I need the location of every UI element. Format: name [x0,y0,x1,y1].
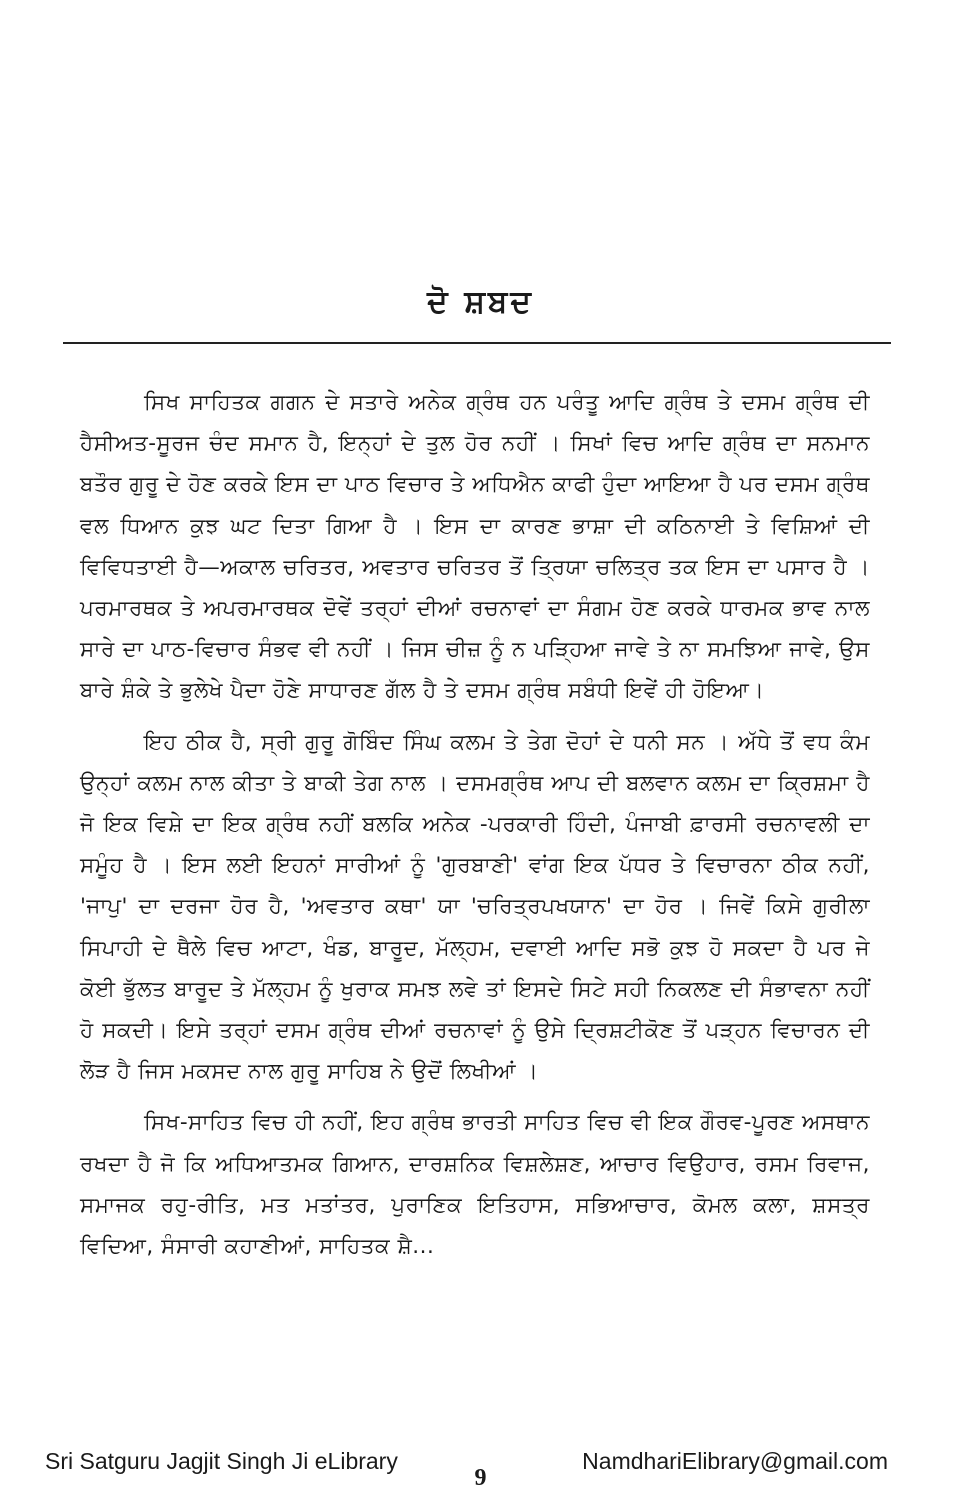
page-title: ਦੋ ਸ਼ਬਦ [427,284,534,320]
page-number: 9 [474,1465,487,1491]
document-body [80,382,870,1267]
paragraph-1: ਸਿਖ ਸਾਹਿਤਕ ਗਗਨ ਦੇ ਸਤਾਰੇ ਅਨੇਕ ਗ੍ਰੰਥ ਹਨ ਪਰੰਤੂ ਆਦਿ ਗ੍ਰੰਥ ਤੇ ਦਸਮ ਗ੍ਰੰਥ ਦੀ ਹੈਸੀਅਤ-ਸੂਰਜ ਚੰਦ ਸਮਾਨ ਹੈ, ਇਨ੍ਹਾਂ ਦੇ ਤੁਲ ਹੋਰ ਨਹੀਂ । ਸਿਖਾਂ ਵਿਚ ਆਦਿ ਗ੍ਰੰਥ ਦਾ ਸਨਮਾਨ ਬਤੌਰ ਗੁਰੂ ਦੇ ਹੋਣ ਕਰਕੇ ਇਸ ਦਾ ਪਾਠ ਵਿਚਾਰ ਤੇ ਅਧਿਐਨ ਕਾਫੀ ਹੁੰਦਾ ਆਇਆ ਹੈ ਪਰ ਦਸਮ ਗ੍ਰੰਥ ਵਲ ਧਿਆਨ ਕੁਝ ਘਟ ਦਿਤਾ ਗਿਆ ਹੈ । ਇਸ ਦਾ ਕਾਰਣ ਭਾਸ਼ਾ ਦੀ ਕਠਿਨਾਈ ਤੇ ਵਿਸ਼ਿਆਂ ਦੀ ਵਿਵਿਧਤਾਈ ਹੈ—ਅਕਾਲ ਚਰਿਤਰ, ਅਵਤਾਰ ਚਰਿਤਰ ਤੋਂ ਤ੍ਰਿਯਾ ਚਲਿਤ੍ਰ ਤਕ ਇਸ ਦਾ ਪਸਾਰ ਹੈ । ਪਰਮਾਰਥਕ ਤੇ ਅਪਰਮਾਰਥਕ ਦੋਵੇਂ ਤਰ੍ਹਾਂ ਦੀਆਂ ਰਚਨਾਵਾਂ ਦਾ ਸੰਗਮ ਹੋਣ ਕਰਕੇ ਧਾਰਮਕ ਭਾਵ ਨਾਲ ਸਾਰੇ ਦਾ ਪਾਠ-ਵਿਚਾਰ ਸੰਭਵ ਵੀ ਨਹੀਂ । ਜਿਸ ਚੀਜ਼ ਨੂੰ ਨ ਪੜ੍ਹਿਆ ਜਾਵੇ ਤੇ ਨਾ ਸਮਝਿਆ ਜਾਵੇ, ਉਸ ਬਾਰੇ ਸ਼ੰਕੇ ਤੇ ਭੁਲੇਖੇ ਪੈਦਾ ਹੋਣੇ ਸਾਧਾਰਣ ਗੱਲ ਹੈ ਤੇ ਦਸਮ ਗ੍ਰੰਥ ਸਬੰਧੀ ਇਵੇਂ ਹੀ ਹੋਇਆ। [80,390,870,704]
footer-email: NamdhariElibrary@gmail.com [582,1448,888,1474]
footer-library-name: Sri Satguru Jagjit Singh Ji eLibrary [45,1448,398,1474]
paragraph-2: ਇਹ ਠੀਕ ਹੈ, ਸ੍ਰੀ ਗੁਰੂ ਗੋਬਿੰਦ ਸਿੰਘ ਕਲਮ ਤੇ ਤੇਗ ਦੋਹਾਂ ਦੇ ਧਨੀ ਸਨ । ਅੱਧੇ ਤੋਂ ਵਧ ਕੰਮ ਉਨ੍ਹਾਂ ਕਲਮ ਨਾਲ ਕੀਤਾ ਤੇ ਬਾਕੀ ਤੇਗ ਨਾਲ । ਦਸਮਗ੍ਰੰਥ ਆਪ ਦੀ ਬਲਵਾਨ ਕਲਮ ਦਾ ਕ੍ਰਿਸ਼ਮਾ ਹੈ ਜੋ ਇਕ ਵਿਸ਼ੇ ਦਾ ਇਕ ਗ੍ਰੰਥ ਨਹੀਂ ਬਲਕਿ ਅਨੇਕ -ਪਰਕਾਰੀ ਹਿੰਦੀ, ਪੰਜਾਬੀ ਫ਼ਾਰਸੀ ਰਚਨਾਵਲੀ ਦਾ ਸਮੂੰਹ ਹੈ । ਇਸ ਲਈ ਇਹਨਾਂ ਸਾਰੀਆਂ ਨੂੰ 'ਗੁਰਬਾਣੀ' ਵਾਂਗ ਇਕ ਪੱਧਰ ਤੇ ਵਿਚਾਰਨਾ ਠੀਕ ਨਹੀਂ, 'ਜਾਪੁ' ਦਾ ਦਰਜਾ ਹੋਰ ਹੈ, 'ਅਵਤਾਰ ਕਥਾ' ਯਾ 'ਚਰਿਤ੍ਰਪਖਯਾਨ' ਦਾ ਹੋਰ । ਜਿਵੇਂ ਕਿਸੇ ਗੁਰੀਲਾ ਸਿਪਾਹੀ ਦੇ ਥੈਲੇ ਵਿਚ ਆਟਾ, ਖੰਡ, ਬਾਰੂਦ, ਮੱਲ੍ਹਮ, ਦਵਾਈ ਆਦਿ ਸਭੋ ਕੁਝ ਹੋ ਸਕਦਾ ਹੈ ਪਰ ਜੇ ਕੋਈ ਭੁੱਲਤ ਬਾਰੂਦ ਤੇ ਮੱਲ੍ਹਮ ਨੂੰ ਖੁਰਾਕ ਸਮਝ ਲਵੇ ਤਾਂ ਇਸਦੇ ਸਿਟੇ ਸਹੀ ਨਿਕਲਣ ਦੀ ਸੰਭਾਵਨਾ ਨਹੀਂ ਹੋ ਸਕਦੀ। ਇਸੇ ਤਰ੍ਹਾਂ ਦਸਮ ਗ੍ਰੰਥ ਦੀਆਂ ਰਚਨਾਵਾਂ ਨੂੰ ਉਸੇ ਦ੍ਰਿਸ਼ਟੀਕੋਣ ਤੋਂ ਪੜ੍ਹਨ ਵਿਚਾਰਨ ਦੀ ਲੋੜ ਹੈ ਜਿਸ ਮਕਸਦ ਨਾਲ ਗੁਰੂ ਸਾਹਿਬ ਨੇ ਉਦੋਂ ਲਿਖੀਆਂ । [80,729,870,1085]
title-divider [63,342,891,344]
paragraph-3: ਸਿਖ-ਸਾਹਿਤ ਵਿਚ ਹੀ ਨਹੀਂ, ਇਹ ਗ੍ਰੰਥ ਭਾਰਤੀ ਸਾਹਿਤ ਵਿਚ ਵੀ ਇਕ ਗੌਰਵ-ਪੂਰਣ ਅਸਥਾਨ ਰਖਦਾ ਹੈ ਜੋ ਕਿ ਅਧਿਆਤਮਕ ਗਿਆਨ, ਦਾਰਸ਼ਨਿਕ ਵਿਸ਼ਲੇਸ਼ਣ, ਆਚਾਰ ਵਿਉਹਾਰ, ਰਸਮ ਰਿਵਾਜ, ਸਮਾਜਕ ਰਹੁ-ਰੀਤਿ, ਮਤ ਮਤਾਂਤਰ, ਪੁਰਾਣਿਕ ਇਤਿਹਾਸ, ਸਭਿਆਚਾਰ, ਕੋਮਲ ਕਲਾ, ਸ਼ਸਤ੍ਰ ਵਿਦਿਆ, ਸੰਸਾਰੀ ਕਹਾਣੀਆਂ, ਸਾਹਿਤਕ ਸ਼ੈ... [80,1110,870,1260]
